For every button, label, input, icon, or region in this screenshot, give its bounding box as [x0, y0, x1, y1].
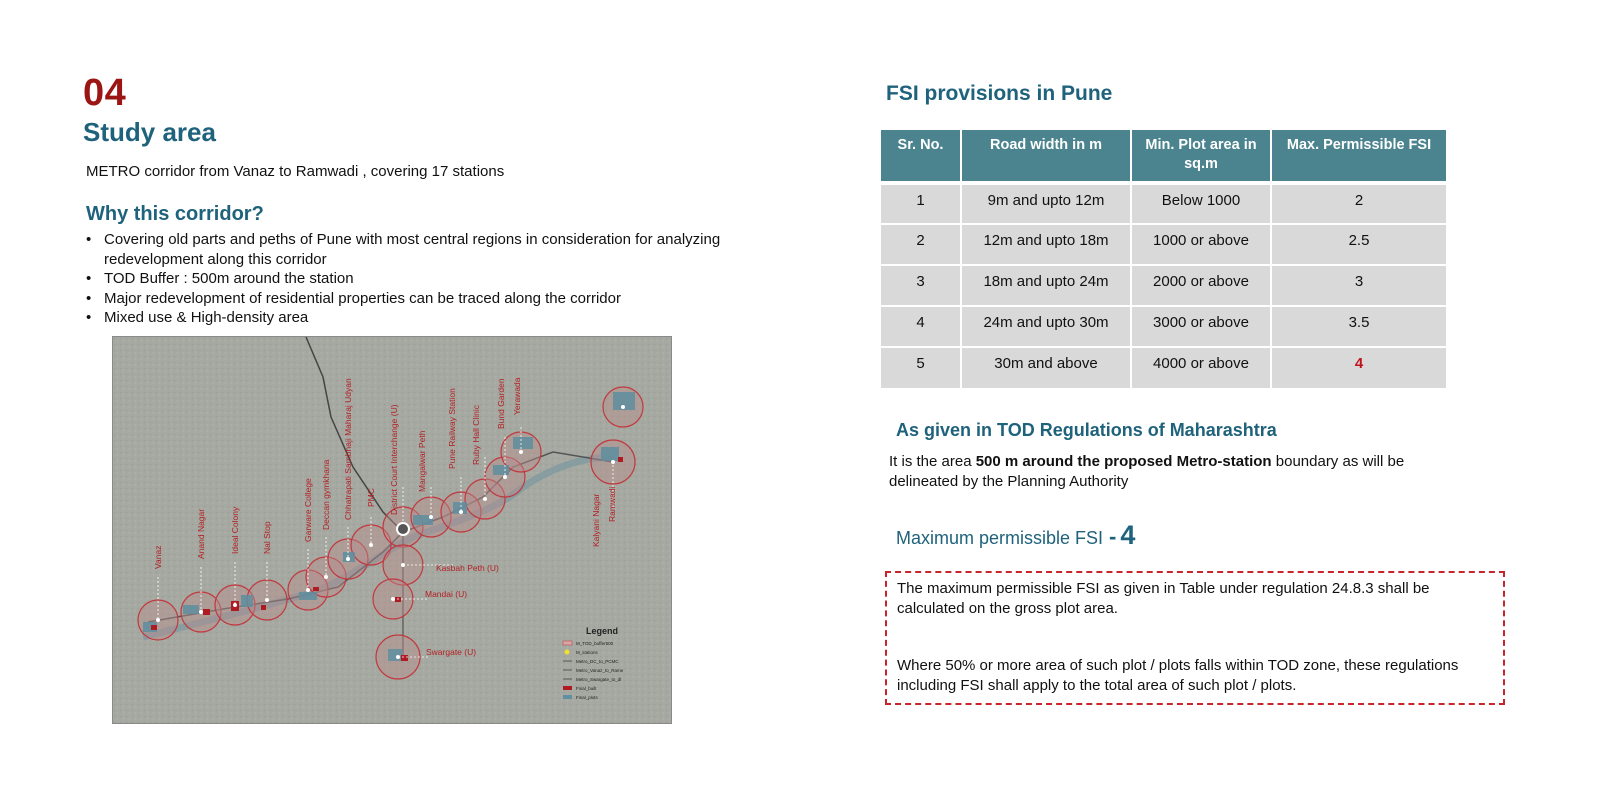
- column-header: Max. Permissible FSI: [1271, 130, 1446, 183]
- column-header: Sr. No.: [881, 130, 961, 183]
- station-label: Anand Nagar: [196, 508, 206, 559]
- table-cell: 2.5: [1271, 224, 1446, 265]
- station-label: Nal Stop: [262, 521, 272, 554]
- legend-item: Metro_Vanaz_to_Rame: [576, 668, 624, 673]
- table-cell: 2: [881, 224, 961, 265]
- station-label: Ramwadi: [607, 486, 617, 522]
- tod-heading: As given in TOD Regulations of Maharashtra: [896, 420, 1277, 440]
- corridor-map: [112, 336, 672, 724]
- tod-text-bold: 500 m around the proposed Metro-station: [975, 453, 1272, 470]
- table-cell: 12m and upto 18m: [961, 224, 1131, 265]
- table-cell: 3: [1271, 265, 1446, 306]
- station-label: Chhatrapati Sambhaji Maharaj Udyan: [343, 378, 353, 520]
- interchange-marker: [397, 523, 409, 535]
- max-fsi-dash: -: [1109, 524, 1117, 549]
- legend-item: M_TOD_buffer500: [576, 641, 614, 646]
- table-row: [881, 347, 1446, 388]
- table-row: [881, 265, 1446, 306]
- column-header: Min. Plot area in sq.m: [1131, 130, 1271, 183]
- station-label: Pune Railway Station: [447, 388, 457, 469]
- legend-item: Metro_DC_to_PCMC: [576, 659, 619, 664]
- tod-text-end: boundary as will be delineated by the Planning Authority: [889, 453, 1405, 490]
- regulation-note: The maximum permissible FSI as given in Table under regulation 24.8.3 shall be calculated on the gross plot area.: [897, 580, 1430, 617]
- station-label: Ruby Hall Clinic: [471, 405, 481, 465]
- max-fsi-callout: [896, 520, 1135, 551]
- table-cell: 3: [881, 265, 961, 306]
- table-cell: 1: [881, 183, 961, 224]
- table-row: [881, 183, 1446, 224]
- table-cell: 3.5: [1271, 306, 1446, 347]
- station-label: District Court Interchange (U): [389, 404, 399, 515]
- why-corridor-list: [86, 230, 726, 328]
- table-cell: 30m and above: [961, 347, 1131, 388]
- station-label: Kalyani Nagar: [591, 493, 601, 547]
- bullet-item: • Covering old parts and peths of Pune with most central regions in consideration for analyzing redevelopment along this corridor: [86, 230, 726, 269]
- station-label: Ideal Colony: [230, 506, 240, 554]
- tod-text-start: It is the area: [889, 453, 976, 470]
- table-cell: 1000 or above: [1131, 224, 1271, 265]
- bullet-item: • TOD Buffer : 500m around the station: [86, 269, 726, 289]
- station-label: Garware College: [303, 478, 313, 542]
- table-cell: 24m and upto 30m: [961, 306, 1131, 347]
- table-cell: 2: [1271, 183, 1446, 224]
- max-fsi-value: 4: [1120, 520, 1136, 550]
- table-cell: 2000 or above: [1131, 265, 1271, 306]
- regulation-note-box: [885, 571, 1505, 705]
- station-label: Mangalwar Peth: [417, 430, 427, 492]
- bullet-item: • Mixed use & High-density area: [86, 308, 726, 328]
- column-header: Road width in m: [961, 130, 1131, 183]
- regulation-note: Where 50% or more area of such plot / plots falls within TOD zone, these regulations including FSI shall apply to the total area of such plot / plots.: [897, 657, 1459, 694]
- station-label: Bund Garden: [496, 378, 506, 429]
- fsi-table: [881, 130, 1446, 388]
- legend-title: Legend: [586, 626, 619, 636]
- station-label: Vanaz: [153, 545, 163, 569]
- table-cell: 3000 or above: [1131, 306, 1271, 347]
- bullet-item: • Major redevelopment of residential properties can be traced along the corridor: [86, 289, 726, 309]
- max-fsi-label: Maximum permissible FSI: [896, 528, 1104, 548]
- underground-label: Swargate (U): [426, 647, 477, 657]
- table-cell: Below 1000: [1131, 183, 1271, 224]
- underground-label: Kasbah Peth (U): [436, 563, 499, 573]
- table-cell: 4000 or above: [1131, 347, 1271, 388]
- why-corridor-heading: Why this corridor?: [86, 203, 264, 225]
- section-description: METRO corridor from Vanaz to Ramwadi , covering 17 stations: [86, 163, 505, 180]
- section-title: Study area: [83, 117, 216, 147]
- table-cell: 4: [881, 306, 961, 347]
- table-header-row: [881, 130, 1446, 183]
- section-number: 04: [83, 72, 127, 114]
- station-label: Yerawada: [512, 377, 522, 415]
- station-label: Deccan gymkhana: [321, 459, 331, 530]
- highlight-cell: 4: [1271, 347, 1446, 388]
- station-label: PMC: [366, 488, 376, 507]
- legend-item: M_stations: [576, 650, 598, 655]
- table-cell: 18m and upto 24m: [961, 265, 1131, 306]
- legend-item: Metro_Swargate_to_dl: [576, 677, 622, 682]
- table-cell: 9m and upto 12m: [961, 183, 1131, 224]
- table-cell: 5: [881, 347, 961, 388]
- legend-item: Final_plots: [576, 695, 598, 700]
- legend-item: Final_built: [576, 686, 597, 691]
- underground-label: Mandai (U): [425, 589, 468, 599]
- tod-description: [889, 452, 1409, 492]
- table-row: [881, 224, 1446, 265]
- table-row: [881, 306, 1446, 347]
- fsi-heading: FSI provisions in Pune: [886, 82, 1113, 105]
